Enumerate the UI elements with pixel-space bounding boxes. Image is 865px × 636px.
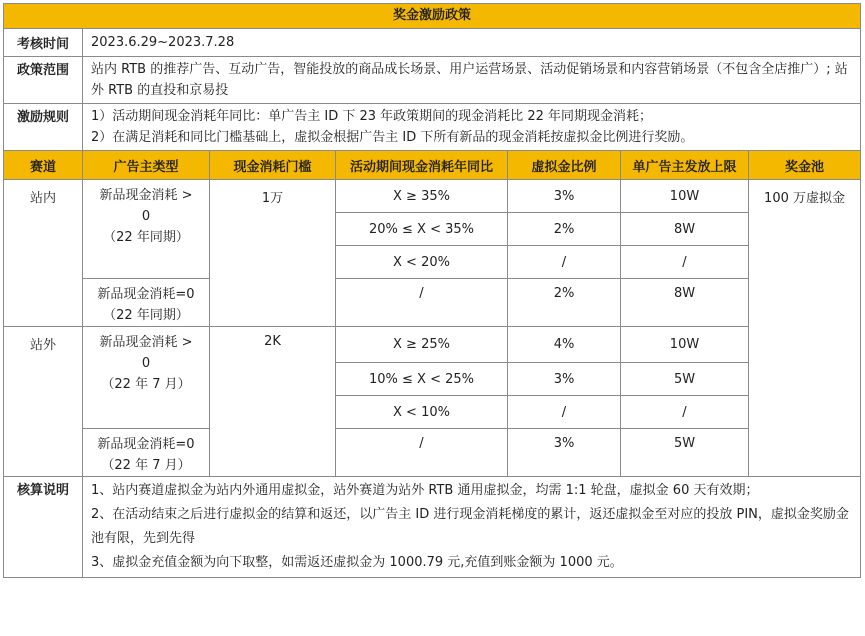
cap-cell: /	[621, 246, 749, 279]
cap-cell: 8W	[621, 279, 749, 327]
header-pool: 奖金池	[749, 151, 861, 180]
yoy-cell: /	[336, 429, 508, 477]
yoy-cell: X < 20%	[336, 246, 508, 279]
table-row	[4, 180, 861, 213]
yoy-cell: X ≥ 35%	[336, 180, 508, 213]
ratio-cell: 4%	[508, 327, 621, 363]
yoy-cell: 10% ≤ X < 25%	[336, 363, 508, 396]
ratio-cell: /	[508, 396, 621, 429]
advertiser-type-cell: 新品现金消耗=0 （22 年 7 月）	[83, 429, 210, 477]
yoy-cell: X ≥ 25%	[336, 327, 508, 363]
settlement-line-3: 3、虚拟金充值金额为向下取整，如需返还虚拟金为 1000.79 元,充值到账金额为 1000 元。	[91, 555, 623, 570]
scope-value: 站内 RTB 的推荐广告、互动广告，智能投放的商品成长场景、用户运营场景、活动促销场景和内容营销场景（不包含全店推广）; 站外 RTB 的直投和京易投	[83, 57, 861, 104]
ratio-cell: 2%	[508, 213, 621, 246]
track-offsite: 站外	[4, 327, 83, 477]
rules-value	[83, 104, 861, 151]
header-ratio: 虚拟金比例	[508, 151, 621, 180]
header-threshold: 现金消耗门槛	[210, 151, 336, 180]
period-value: 2023.6.29~2023.7.28	[83, 29, 861, 57]
header-track: 赛道	[4, 151, 83, 180]
header-cap: 单广告主发放上限	[621, 151, 749, 180]
pool-cell: 100 万虚拟金	[749, 180, 861, 477]
rule-line-2: 2）在满足消耗和同比门槛基础上，虚拟金根据广告主 ID 下所有新品的现金消耗按虚拟金比例进行奖励。	[91, 130, 694, 145]
settlement-label: 核算说明	[4, 477, 83, 578]
yoy-cell: 20% ≤ X < 35%	[336, 213, 508, 246]
cap-cell: 10W	[621, 180, 749, 213]
period-label: 考核时间	[4, 29, 83, 57]
header-advertiser-type: 广告主类型	[83, 151, 210, 180]
track-onsite: 站内	[4, 180, 83, 327]
table-title: 奖金激励政策	[4, 4, 861, 29]
advertiser-type-cell: 新品现金消耗 > 0 （22 年 7 月）	[83, 327, 210, 429]
ratio-cell: 3%	[508, 429, 621, 477]
cap-cell: 5W	[621, 363, 749, 396]
yoy-cell: /	[336, 279, 508, 327]
header-yoy: 活动期间现金消耗年同比	[336, 151, 508, 180]
advertiser-type-cell: 新品现金消耗 > 0 （22 年同期）	[83, 180, 210, 279]
cap-cell: 8W	[621, 213, 749, 246]
settlement-value	[83, 477, 861, 578]
ratio-cell: 3%	[508, 363, 621, 396]
table-row	[4, 327, 861, 363]
ratio-cell: 2%	[508, 279, 621, 327]
threshold-cell: 1万	[210, 180, 336, 327]
threshold-cell: 2K	[210, 327, 336, 477]
yoy-cell: X < 10%	[336, 396, 508, 429]
ratio-cell: 3%	[508, 180, 621, 213]
scope-label: 政策范围	[4, 57, 83, 104]
settlement-line-1: 1、站内赛道虚拟金为站内外通用虚拟金，站外赛道为站外 RTB 通用虚拟金，均需 1:1 轮盘，虚拟金 60 天有效期；	[91, 483, 759, 498]
incentive-policy-table	[3, 3, 861, 578]
table-row	[4, 279, 861, 327]
rule-line-1: 1）活动期间现金消耗年同比：单广告主 ID 下 23 年政策期间的现金消耗比 22 年同期现金消耗；	[91, 109, 652, 124]
ratio-cell: /	[508, 246, 621, 279]
advertiser-type-cell: 新品现金消耗=0 （22 年同期）	[83, 279, 210, 327]
cap-cell: 10W	[621, 327, 749, 363]
rules-label: 激励规则	[4, 104, 83, 151]
cap-cell: 5W	[621, 429, 749, 477]
settlement-line-2: 2、在活动结束之后进行虚拟金的结算和返还，以广告主 ID 进行现金消耗梯度的累计，返还虚拟金至对应的投放 PIN，虚拟金奖励金池有限，先到先得	[91, 507, 849, 546]
table-row	[4, 429, 861, 477]
cap-cell: /	[621, 396, 749, 429]
